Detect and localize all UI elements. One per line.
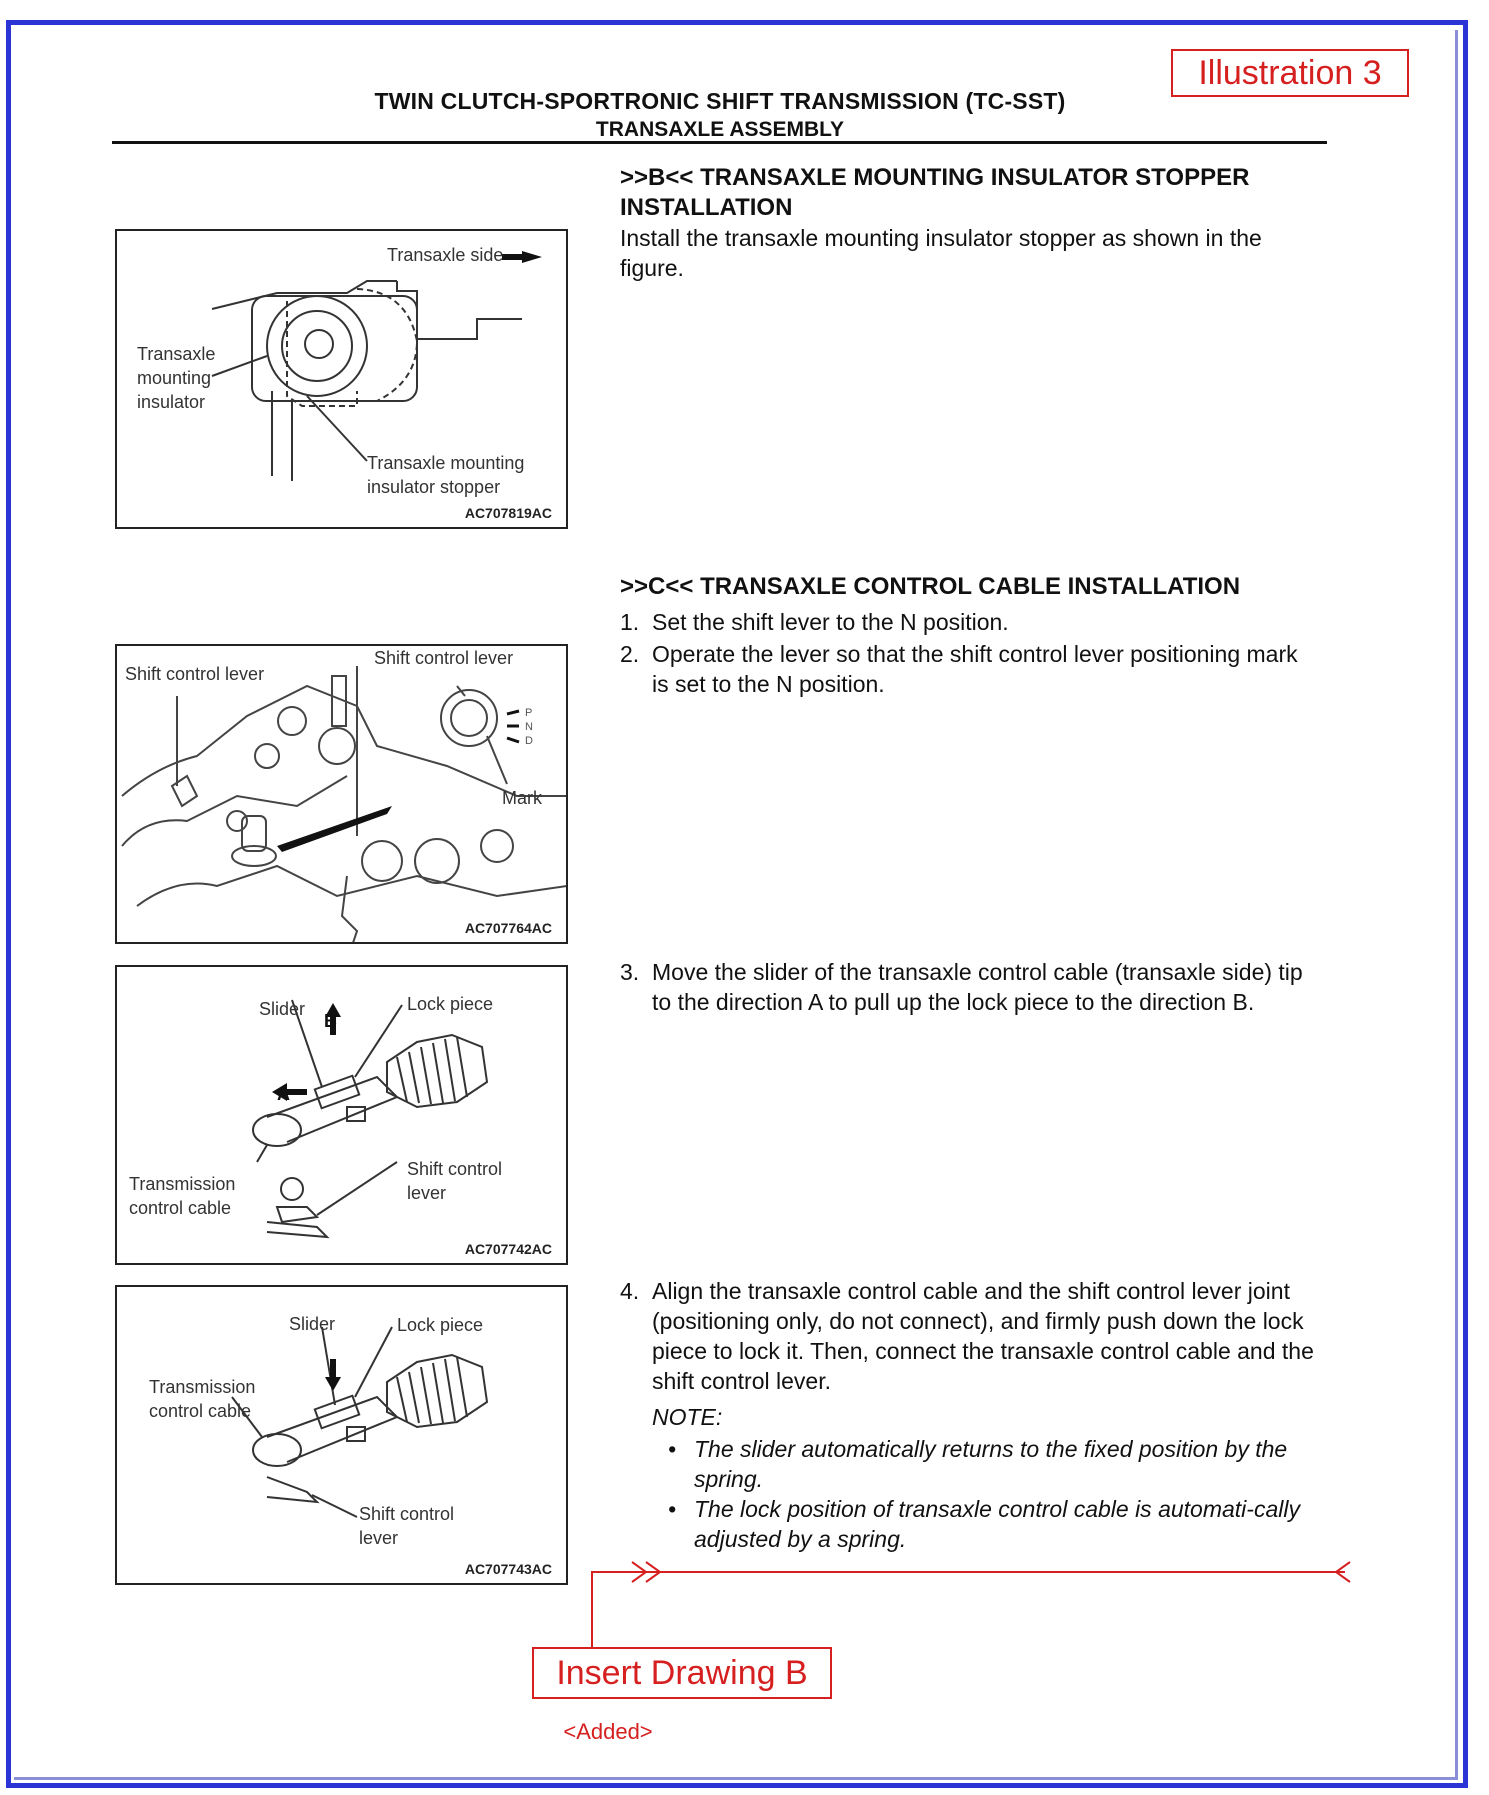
label-transaxle-side: Transaxle side — [387, 245, 504, 265]
figure-code: AC707764AC — [464, 920, 552, 936]
manual-title: TWIN CLUTCH-SPORTRONIC SHIFT TRANSMISSION (TC-SST) — [374, 88, 1066, 114]
step-text: Set the shift lever to the N position. — [652, 609, 1009, 635]
label-lever-right: Shift control lever — [374, 648, 514, 668]
note-text: The slider automatically returns to the fixed position by the spring. — [694, 1436, 1288, 1492]
gear-p: P — [525, 707, 533, 719]
section-c-heading: >>C<< TRANSAXLE CONTROL CABLE INSTALLATION — [620, 573, 1241, 600]
label-stopper-1: Transaxle mounting — [367, 453, 525, 473]
label-lever-left: Shift control lever — [125, 664, 265, 684]
label-direction-b: B — [324, 1011, 337, 1031]
label-direction-a: A — [277, 1084, 290, 1104]
label-cable-2: control cable — [149, 1401, 252, 1421]
manual-subtitle: TRANSAXLE ASSEMBLY — [595, 118, 845, 141]
label-lever-1: Shift control — [359, 1504, 455, 1524]
label-slider: Slider — [289, 1314, 336, 1334]
label-cable-1: Transmission — [149, 1377, 256, 1397]
note-label: NOTE: — [652, 1404, 723, 1430]
added-label: <Added> — [563, 1719, 653, 1744]
bullet-icon: • — [668, 1496, 677, 1522]
section-b-heading-line2: INSTALLATION — [620, 194, 793, 221]
figure-code: AC707743AC — [464, 1561, 552, 1577]
step-number: 2. — [620, 641, 640, 667]
step-number: 3. — [620, 959, 640, 985]
label-insulator-3: insulator — [137, 392, 206, 412]
label-mark: Mark — [502, 788, 542, 808]
illustration-label: Illustration 3 — [1171, 49, 1409, 97]
step-number: 4. — [620, 1278, 640, 1304]
label-insulator-1: Transaxle — [137, 344, 216, 364]
note-text: The lock position of transaxle control cable is automati-cally adjusted by a spring. — [694, 1496, 1300, 1552]
label-lever-2: lever — [359, 1528, 399, 1548]
insert-drawing-label: Insert Drawing B — [532, 1647, 832, 1699]
label-insulator-2: mounting — [137, 368, 212, 388]
step-text: Align the transaxle control cable and the shift control lever joint (positioning only, do not connect), and firmly push down the lock piece to lock it. Then, connect the transaxle control cable and the shift control lever. — [652, 1278, 1314, 1394]
section-b-body: Install the transaxle mounting insulator stopper as shown in the figure. — [620, 225, 1262, 281]
label-slider: Slider — [259, 999, 306, 1019]
step-text: Operate the lever so that the shift control lever positioning mark is set to the N position. — [652, 641, 1298, 697]
figure-code: AC707819AC — [464, 505, 552, 521]
gear-n: N — [525, 721, 533, 733]
gear-d: D — [525, 735, 533, 747]
step-number: 1. — [620, 609, 640, 635]
step-text: Move the slider of the transaxle control cable (transaxle side) tip to the direction A to pull up the lock piece to the direction B. — [652, 959, 1303, 1015]
label-cable-2: control cable — [129, 1198, 232, 1218]
label-lever-1: Shift control — [407, 1159, 503, 1179]
label-lever-2: lever — [407, 1183, 447, 1203]
figure-code: AC707742AC — [464, 1241, 552, 1257]
section-b-heading-line1: >>B<< TRANSAXLE MOUNTING INSULATOR STOPPER — [620, 164, 1250, 191]
label-lock-piece: Lock piece — [397, 1315, 484, 1335]
bullet-icon: • — [668, 1436, 677, 1462]
label-stopper-2: insulator stopper — [367, 477, 501, 497]
label-cable-1: Transmission — [129, 1174, 236, 1194]
label-lock-piece: Lock piece — [407, 994, 494, 1014]
